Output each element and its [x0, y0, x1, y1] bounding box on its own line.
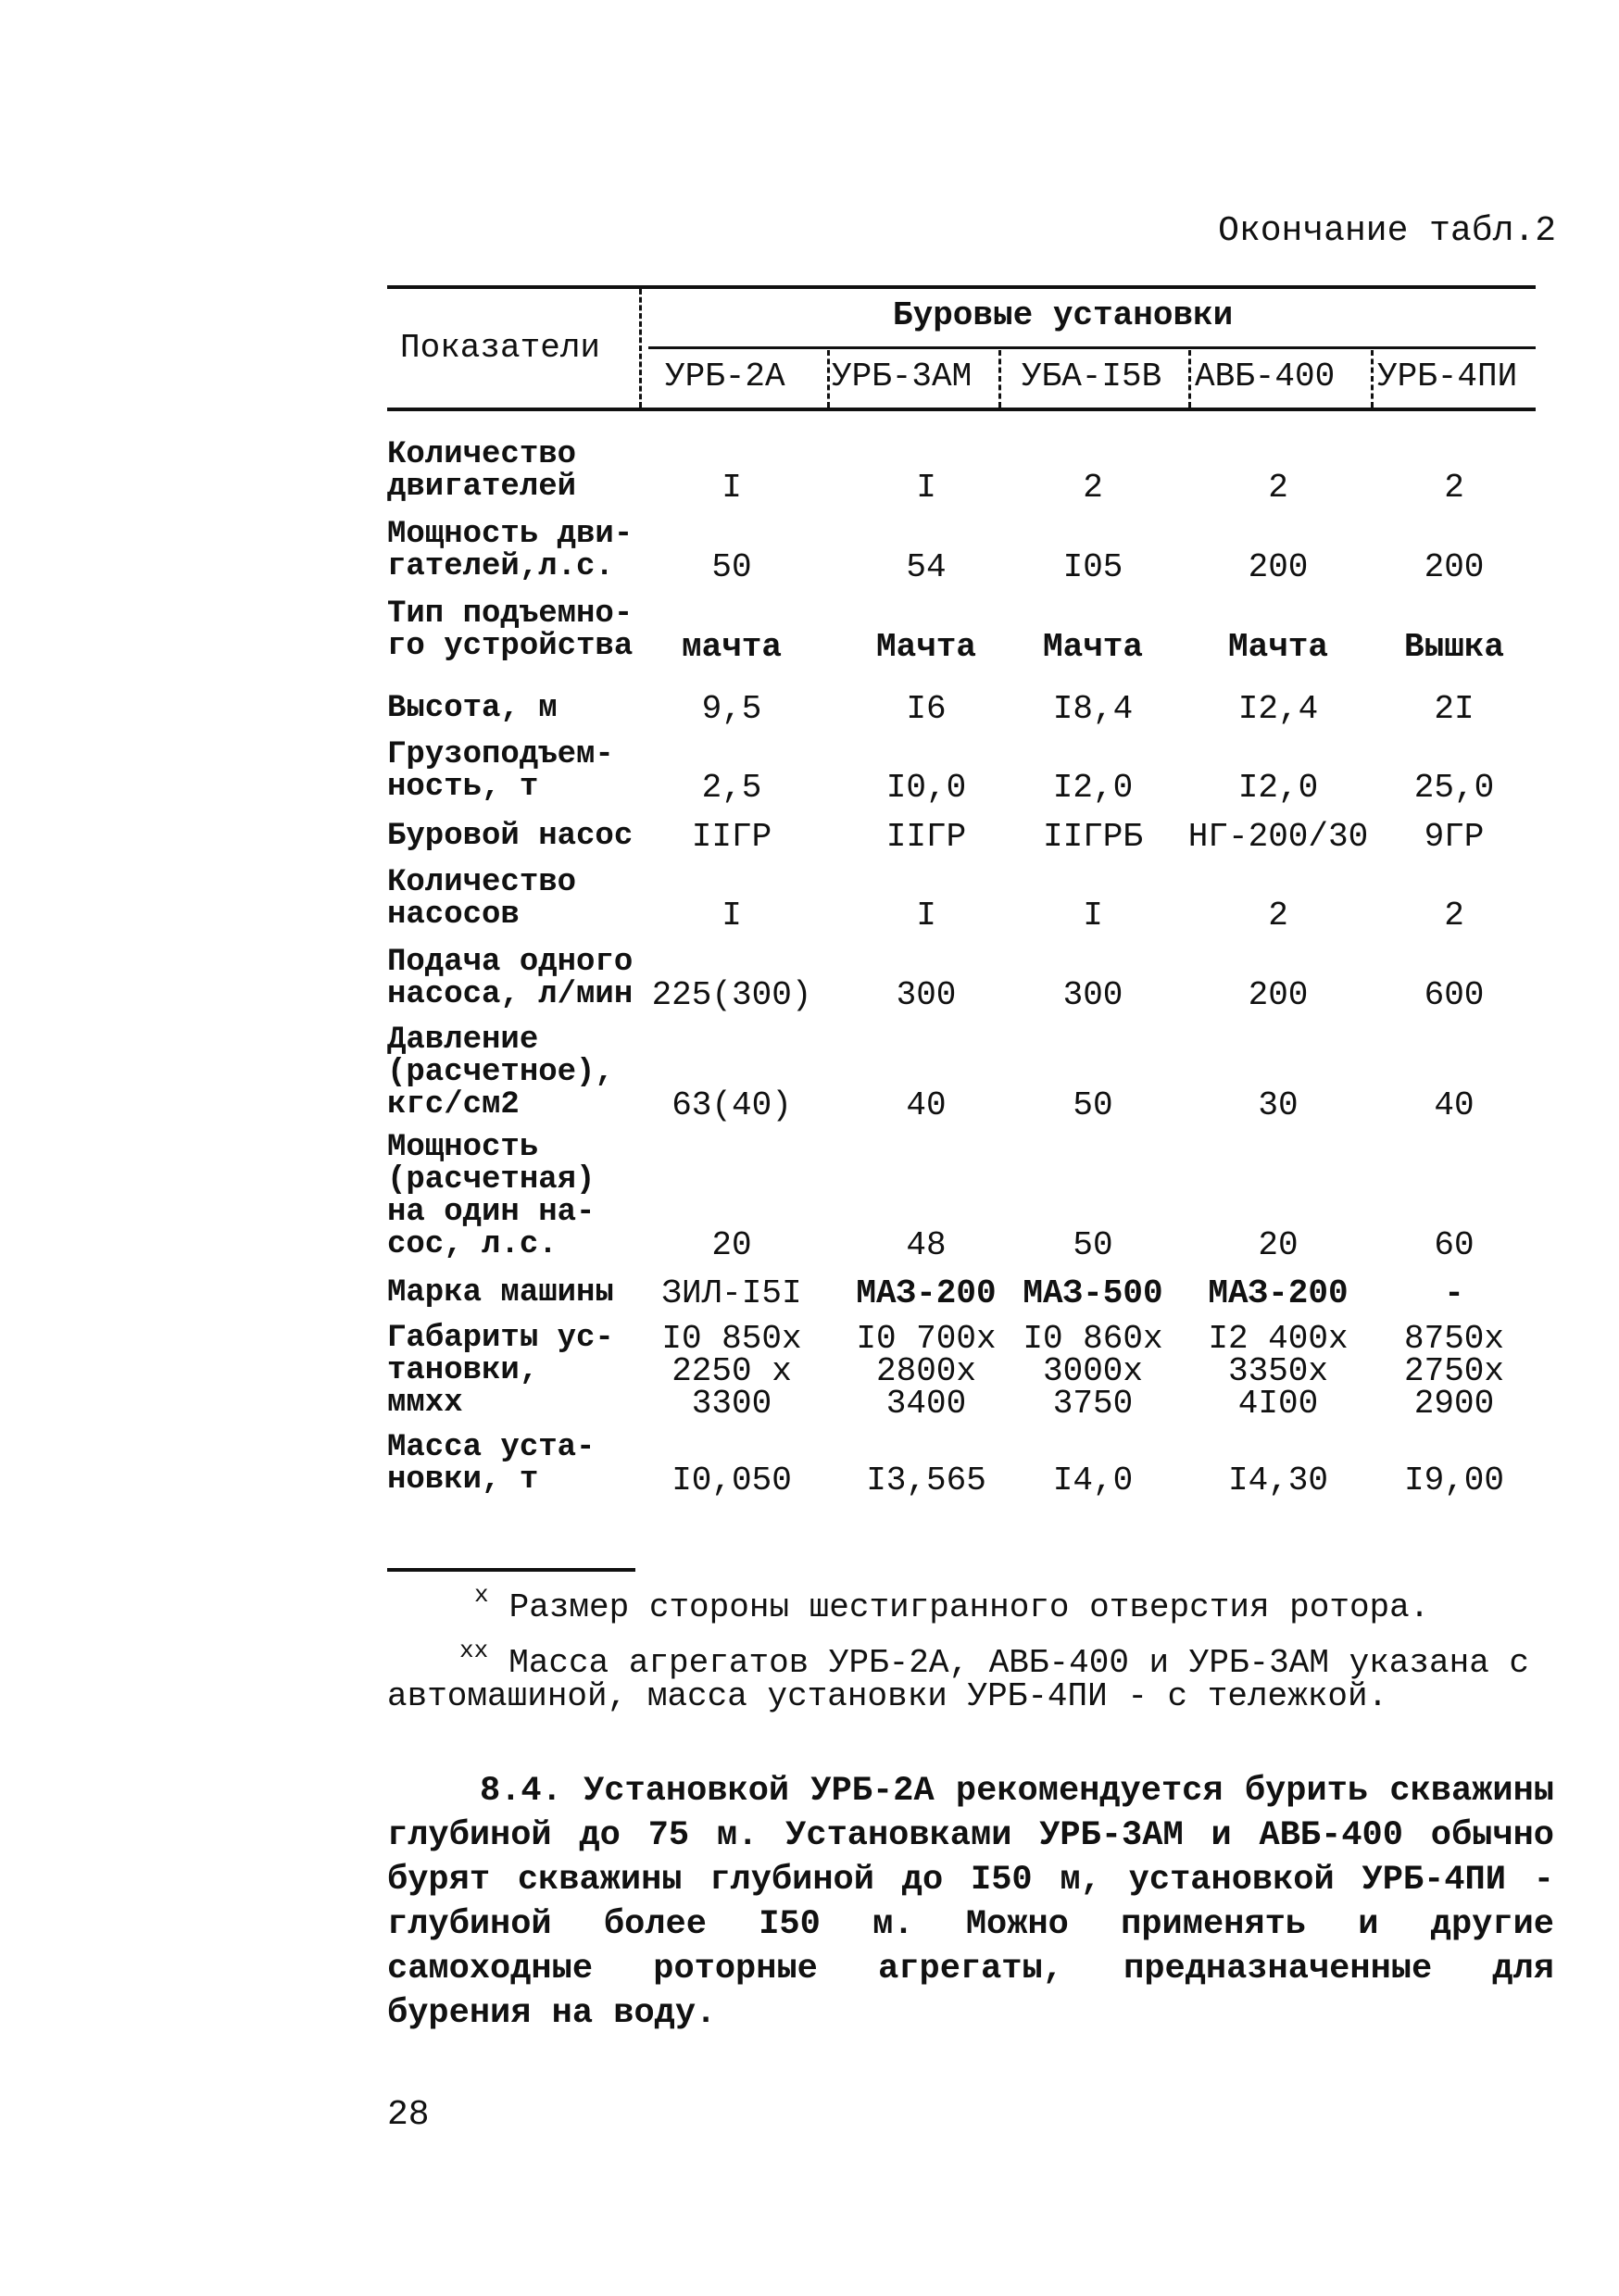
footnote-text: Размер стороны шестигранного отверстия ротора.	[508, 1588, 1430, 1626]
table-cell: 60	[1434, 1226, 1475, 1264]
row-label: Буровой насос	[387, 819, 634, 854]
paragraph-text: 8.4. Установкой УРБ-2А рекомендуется бурить скважины глубиной до 75 м. Установками УРБ-3АМ и АВБ-400 обычно бурят скважины глубиной до I50 м, установкой УРБ-4ПИ - глубиной более I50 м. Можно применять и другие самоходные роторные агрегаты, предназначенные для бурения на воду.	[387, 1772, 1554, 2033]
table-cell: 25,0	[1413, 769, 1495, 807]
table-cell: МАЗ-200	[1208, 1274, 1349, 1312]
table-cell: I0,0	[885, 769, 967, 807]
header-indicators: Показатели	[400, 329, 601, 367]
table-cell: 2	[1268, 897, 1288, 935]
table-cell: I	[916, 897, 936, 935]
table-cell: мачта	[681, 628, 783, 666]
table-cell: I05	[1062, 548, 1123, 586]
footnote	[474, 1581, 1430, 1626]
table-cell: 9ГР	[1424, 818, 1485, 856]
table-top-rule	[387, 285, 1536, 289]
table-cell: 40	[1434, 1086, 1475, 1124]
table-cell: 20	[711, 1226, 752, 1264]
table-cell: 50	[1073, 1086, 1113, 1124]
row-label: Количество двигателей	[387, 437, 577, 505]
row-label: Марка машины	[387, 1275, 614, 1311]
header-separator	[639, 289, 642, 408]
table-cell: I	[1083, 897, 1103, 935]
table-cell: I0 850x 2250 x 3300	[661, 1320, 802, 1423]
table-cell: 20	[1258, 1226, 1299, 1264]
row-label: Давление (расчетное), кгс/см2	[387, 1023, 614, 1123]
header-column: АВБ-400	[1195, 358, 1336, 395]
table-cell: I2,0	[1237, 769, 1319, 807]
table-cell: IIГРБ	[1042, 818, 1144, 856]
footnote-mark: x	[474, 1581, 489, 1609]
table-cell: 2	[1444, 897, 1464, 935]
table-cell: 225(300)	[651, 976, 812, 1014]
table-cell: I8,4	[1052, 690, 1134, 728]
table-cell: ЗИЛ-I5I	[661, 1274, 802, 1312]
table-cell: 50	[711, 548, 752, 586]
table-cell: IIГР	[885, 818, 967, 856]
table-cell: 2	[1444, 469, 1464, 507]
header-separator	[1188, 350, 1191, 408]
row-label: Высота, м	[387, 691, 558, 726]
footnote-rule	[387, 1568, 635, 1572]
table-cell: I0 700x 2800x 3400	[856, 1320, 997, 1423]
row-label: Количество насосов	[387, 865, 577, 933]
footnote-text: Масса агрегатов УРБ-2А, АВБ-400 и УРБ-3АМ указана с	[508, 1644, 1529, 1682]
page-number: 28	[387, 2095, 430, 2135]
row-label: Подача одного насоса, л/мин	[387, 945, 634, 1012]
table-cell: -	[1444, 1274, 1464, 1312]
table-cell: 300	[1062, 976, 1123, 1014]
table-cell: МАЗ-200	[856, 1274, 997, 1312]
table-cell: Вышка	[1403, 628, 1505, 666]
header-separator	[1371, 350, 1374, 408]
table-cell: НГ-200/30	[1187, 818, 1369, 856]
table-cell: I0,050	[671, 1462, 792, 1499]
table-cell: 600	[1424, 976, 1485, 1014]
row-label: Тип подъемно- го устройства	[387, 596, 634, 664]
table-cell: 2	[1268, 469, 1288, 507]
row-label: Масса уста- новки, т	[387, 1430, 596, 1498]
table-cell: Мачта	[1227, 628, 1329, 666]
table-cell: 9,5	[701, 690, 762, 728]
table-cell: I	[916, 469, 936, 507]
header-group-title: Буровые установки	[893, 296, 1234, 334]
header-column: УБА-I5В	[1022, 358, 1162, 395]
table-cell: 2	[1083, 469, 1103, 507]
table-cell: I2 400x 3350x 4I00	[1208, 1320, 1349, 1423]
table-cell: 200	[1424, 548, 1485, 586]
body-paragraph	[387, 1769, 1554, 2036]
table-cell: Мачта	[875, 628, 977, 666]
table-cell: I4,0	[1052, 1462, 1134, 1499]
table-cell: I	[722, 897, 742, 935]
table-cell: I2,4	[1237, 690, 1319, 728]
header-separator	[827, 350, 830, 408]
table-cell: 54	[906, 548, 947, 586]
table-cell: 200	[1248, 976, 1309, 1014]
table-cell: 50	[1073, 1226, 1113, 1264]
table-cell: I2,0	[1052, 769, 1134, 807]
table-cell: 48	[906, 1226, 947, 1264]
table-cell: 8750x 2750x 2900	[1403, 1320, 1505, 1423]
table-cell: 300	[896, 976, 957, 1014]
footnote-continuation: автомашиной, масса установки УРБ-4ПИ - с тележкой.	[387, 1677, 1388, 1715]
footnote-mark: xx	[459, 1637, 489, 1664]
header-column: УРБ-4ПИ	[1377, 358, 1518, 395]
table-cell: I	[722, 469, 742, 507]
table-subheader-rule	[648, 346, 1536, 349]
table-caption: Окончание табл.2	[1218, 211, 1556, 251]
header-column: УРБ-2А	[665, 358, 785, 395]
row-label: Мощность дви- гателей,л.с.	[387, 517, 634, 584]
table-cell: Мачта	[1042, 628, 1144, 666]
header-column: УРБ-3АМ	[832, 358, 973, 395]
table-cell: 63(40)	[671, 1086, 792, 1124]
table-cell: 200	[1248, 548, 1309, 586]
row-label: Мощность (расчетная) на один на- сос, л.с.	[387, 1130, 596, 1262]
table-header-bottom-rule	[387, 408, 1536, 411]
table-cell: IIГР	[691, 818, 772, 856]
row-label: Габариты ус- тановки, ммxx	[387, 1321, 614, 1421]
row-label: Грузоподъем- ность, т	[387, 737, 614, 805]
table-cell: 40	[906, 1086, 947, 1124]
table-cell: I4,30	[1227, 1462, 1329, 1499]
table-cell: I6	[906, 690, 947, 728]
table-cell: 30	[1258, 1086, 1299, 1124]
table-cell: 2,5	[701, 769, 762, 807]
table-cell: I9,00	[1403, 1462, 1505, 1499]
header-separator	[998, 350, 1001, 408]
table-cell: 2I	[1434, 690, 1475, 728]
table-cell: МАЗ-500	[1023, 1274, 1163, 1312]
table-cell: I0 860x 3000x 3750	[1023, 1320, 1163, 1423]
table-cell: I3,565	[866, 1462, 986, 1499]
